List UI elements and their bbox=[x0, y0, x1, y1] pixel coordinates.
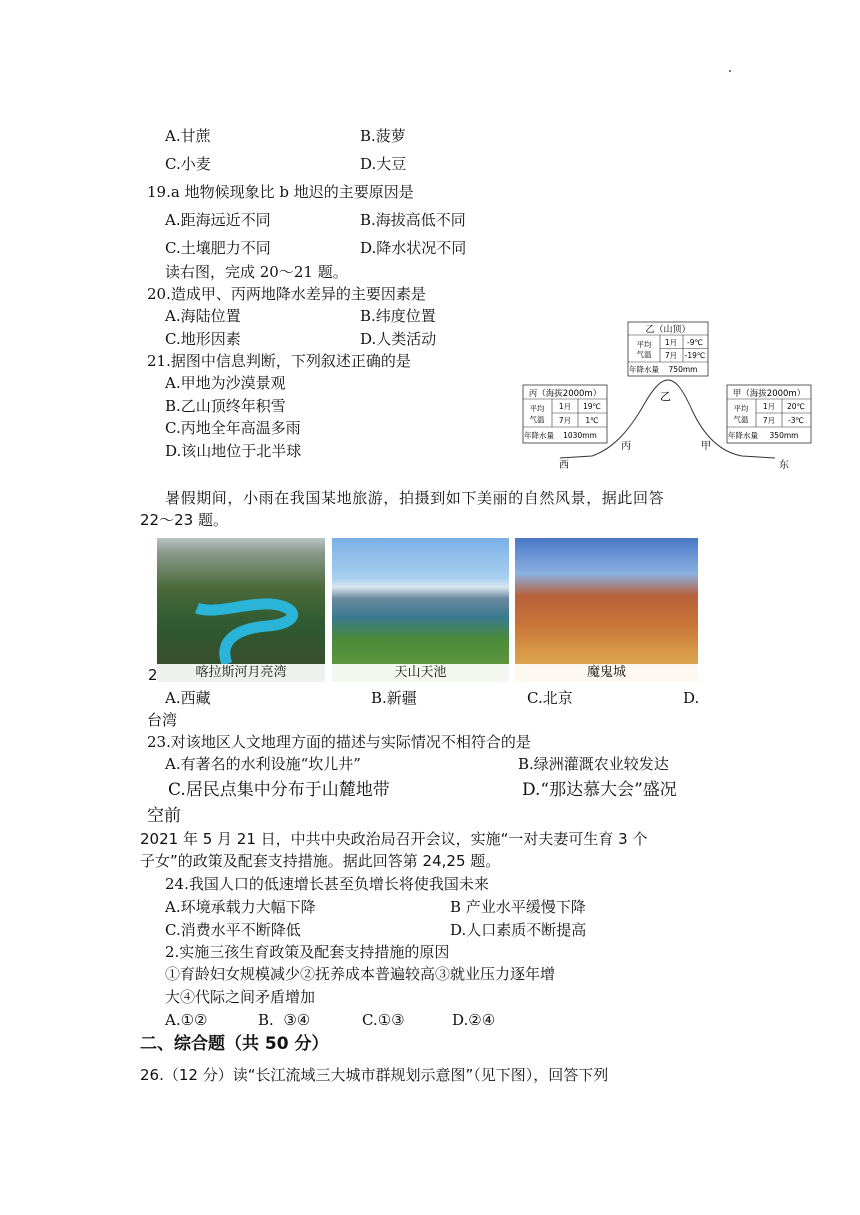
q23-option-d: D.“那达慕大会”盛况 bbox=[522, 780, 677, 800]
jia-jul: 7月 bbox=[762, 416, 776, 425]
q20-stem: 20.造成甲、丙两地降水差异的主要因素是 bbox=[147, 285, 426, 303]
q20-option-d: D.人类活动 bbox=[360, 330, 437, 348]
photo-caption-tianchi: 天山天池 bbox=[332, 664, 509, 682]
q22-option-b: B.新疆 bbox=[371, 689, 417, 707]
yi-jan: 1月 bbox=[664, 338, 678, 347]
q19-option-c: C.土壤肥力不同 bbox=[165, 239, 271, 257]
q25-option-c: C.①③ bbox=[362, 1011, 405, 1029]
q26-stem: 26.（12 分）读“长江流域三大城市群规划示意图”（见下图），回答下列 bbox=[140, 1066, 609, 1084]
q18-option-a: A.甘蔗 bbox=[165, 127, 211, 145]
q23-option-d-cont: 空前 bbox=[147, 806, 181, 826]
q22-option-a: A.西藏 bbox=[165, 689, 211, 707]
q25-option-b: B. ③④ bbox=[258, 1011, 311, 1029]
q24-option-d: D.人口素质不断提高 bbox=[450, 921, 587, 939]
q22-option-c: C.北京 bbox=[527, 689, 573, 707]
jia-jan: 1月 bbox=[762, 402, 776, 411]
q25-statements-line2: 大④代际之间矛盾增加 bbox=[165, 988, 316, 1006]
intro-22-line1: 暑假期间，小雨在我国某地旅游，拍摄到如下美丽的自然风景，据此回答 bbox=[165, 489, 665, 507]
news-line2: 子女”的政策及配套支持措施。据此回答第 24,25 题。 bbox=[140, 852, 501, 870]
q18-option-c: C.小麦 bbox=[165, 155, 211, 173]
q21-option-d: D.该山地位于北半球 bbox=[165, 442, 302, 460]
q24-option-a: A.环境承载力大幅下降 bbox=[165, 898, 316, 916]
q18-option-b: B.菠萝 bbox=[360, 127, 406, 145]
q21-option-b: B.乙山顶终年积雪 bbox=[165, 397, 286, 415]
bing-jan-temp: 19℃ bbox=[583, 402, 601, 411]
bing-avg-label-1: 平均 bbox=[529, 404, 545, 413]
jia-table bbox=[727, 385, 811, 443]
jia-slope-label: 甲 bbox=[701, 441, 711, 452]
jia-rain-value: 350mm bbox=[769, 431, 799, 440]
q20-option-c: C.地形因素 bbox=[165, 330, 241, 348]
jia-avg-label-1: 平均 bbox=[733, 404, 749, 413]
bing-rain-label: 年降水量 bbox=[524, 431, 554, 440]
jia-jul-temp: -3℃ bbox=[788, 416, 804, 425]
news-line1: 2021 年 5 月 21 日，中共中央政治局召开会议，实施“一对夫妻可生育 3 个 bbox=[140, 830, 648, 848]
peak-label: 乙 bbox=[660, 390, 671, 403]
q21-option-c: C.丙地全年高温多雨 bbox=[165, 419, 301, 437]
bing-jul-temp: 1℃ bbox=[585, 416, 599, 425]
photo-devil-city bbox=[515, 538, 698, 682]
photo-caption-devil-city: 魔鬼城 bbox=[515, 664, 698, 682]
yi-jul: 7月 bbox=[664, 351, 678, 360]
yi-jul-temp: -19℃ bbox=[684, 351, 706, 360]
yi-title: 乙（山顶） bbox=[645, 325, 691, 335]
section2-heading: 二、综合题（共 50 分） bbox=[140, 1034, 329, 1054]
east-label: 东 bbox=[779, 460, 789, 471]
yi-jan-temp: -9℃ bbox=[687, 338, 703, 347]
q20-option-b: B.纬度位置 bbox=[360, 307, 436, 325]
bing-table bbox=[523, 385, 607, 443]
q22-number: 2 bbox=[148, 666, 158, 684]
jia-rain-label: 年降水量 bbox=[728, 431, 758, 440]
q21-option-a: A.甲地为沙漠景观 bbox=[165, 374, 286, 392]
bing-rain-value: 1030mm bbox=[563, 431, 597, 440]
q23-option-a: A.有著名的水利设施“坎儿井” bbox=[165, 755, 361, 773]
bing-slope-label: 丙 bbox=[621, 441, 631, 452]
q23-stem: 23.对该地区人文地理方面的描述与实际情况不相符合的是 bbox=[147, 733, 531, 751]
q25-option-d: D.②④ bbox=[452, 1011, 496, 1029]
q22-option-d: D. bbox=[683, 689, 700, 707]
q23-option-b: B.绿洲灌溉农业较发达 bbox=[518, 755, 669, 773]
bing-jan: 1月 bbox=[558, 402, 572, 411]
corner-dot bbox=[729, 70, 731, 72]
yi-avg-label-2: 气温 bbox=[636, 350, 652, 359]
bing-title: 丙（海拔2000m） bbox=[528, 389, 602, 399]
bing-avg-label-2: 气温 bbox=[529, 415, 545, 424]
photo-caption-kanas: 喀拉斯河月亮湾 bbox=[157, 664, 325, 682]
q19-option-b: B.海拔高低不同 bbox=[360, 211, 466, 229]
yi-rain-label: 年降水量 bbox=[629, 365, 659, 374]
yi-avg-label-1: 平均 bbox=[636, 340, 652, 349]
q22-option-d-cont: 台湾 bbox=[147, 711, 178, 729]
q20-option-a: A.海陆位置 bbox=[165, 307, 241, 325]
q18-option-d: D.大豆 bbox=[360, 155, 407, 173]
q25-option-a: A.①② bbox=[165, 1011, 208, 1029]
yi-rain-value: 750mm bbox=[668, 365, 698, 374]
q24-stem: 24.我国人口的低速增长甚至负增长将使我国未来 bbox=[165, 875, 489, 893]
jia-jan-temp: 20℃ bbox=[787, 402, 805, 411]
q24-option-b: B 产业水平缓慢下降 bbox=[450, 898, 586, 916]
mountain-climate-diagram bbox=[520, 318, 815, 472]
q19-option-a: A.距海远近不同 bbox=[165, 211, 271, 229]
q19-option-d: D.降水状况不同 bbox=[360, 239, 467, 257]
q25-stem: 2.实施三孩生育政策及配套支持措施的原因 bbox=[165, 943, 450, 961]
west-label: 西 bbox=[559, 460, 569, 471]
q21-stem: 21.据图中信息判断，下列叙述正确的是 bbox=[147, 352, 411, 370]
q19-stem: 19.a 地物候现象比 b 地迟的主要原因是 bbox=[147, 183, 414, 201]
jia-avg-label-2: 气温 bbox=[733, 415, 749, 424]
photo-tianshan-tianchi bbox=[332, 538, 509, 682]
q25-statements-line1: ①育龄妇女规模减少②抚养成本普遍较高③就业压力逐年增 bbox=[165, 965, 556, 983]
jia-title: 甲（海拔2000m） bbox=[732, 389, 806, 399]
q23-option-c: C.居民点集中分布于山麓地带 bbox=[168, 780, 390, 800]
read-right-instruction: 读右图，完成 20～21 题。 bbox=[165, 263, 348, 281]
bing-jul: 7月 bbox=[558, 416, 572, 425]
yi-table bbox=[628, 322, 708, 376]
intro-22-line2: 22～23 题。 bbox=[140, 511, 228, 529]
photo-kanas-moon-bay bbox=[157, 538, 325, 682]
q24-option-c: C.消费水平不断降低 bbox=[165, 921, 301, 939]
kanas-river-shape bbox=[157, 538, 325, 664]
